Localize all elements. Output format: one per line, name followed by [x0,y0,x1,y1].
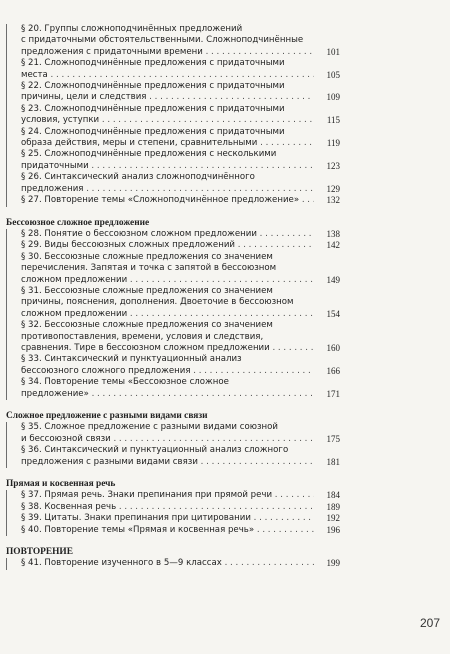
toc-entry-line: предложения . . . [21,184,314,195]
section-entries [6,490,340,536]
toc-entry-title [21,149,314,172]
toc-entry[interactable] [7,513,340,524]
toc-entry-line: бессоюзного сложного предложения . . . [21,366,314,377]
toc-entry-line: сложном предложении . . . [21,275,314,286]
section-entries [6,422,340,468]
toc-entry-line: § 26. Синтаксический анализ сложноподчинённого [21,172,255,183]
toc-entry-title [21,445,314,468]
toc-entry-line: придаточными . . . [21,161,314,172]
toc-entry[interactable] [7,286,340,320]
toc-entry-page: 192 [326,513,340,524]
toc-entry[interactable] [7,58,340,81]
toc-entry-page: 166 [326,365,340,376]
toc-entry-title [21,104,314,127]
toc-entry-line: § 23. Сложноподчинённые предложения с придаточными [21,103,285,114]
toc-entry-line: перечисления. Запятая и точка с запятой в бессоюзном [21,263,277,274]
toc-entry-page: 142 [326,240,340,251]
toc-entry-line: § 41. Повторение изученного в 5—9 классах . . . [21,558,314,569]
toc-entry-line: § 24. Сложноподчинённые предложения с придаточными [21,126,285,137]
toc-entry-line: сложном предложении . . . [21,309,314,320]
toc-entry[interactable] [7,229,340,240]
toc-entry-page: 149 [326,274,340,285]
toc-entry-title [21,513,314,524]
toc-entry-line: образа действия, меры и степени, сравнительными . . . [21,138,314,149]
toc-entry-page: 123 [326,160,340,171]
section-title: Сложное предложение с разными видами связи [6,411,208,421]
toc-entry-page: 189 [326,501,340,512]
toc-entry-line: § 36. Синтаксический и пунктуационный анализ сложного [21,445,289,456]
toc-entry[interactable] [7,422,340,445]
section-gap [4,400,340,407]
toc-entry-line: § 28. Понятие о бессоюзном сложном предложении . . . [21,229,314,240]
toc-entry[interactable] [7,240,340,251]
toc-entry-title [21,24,314,58]
toc-entry-page: 196 [326,524,340,535]
toc-entry[interactable] [7,558,340,569]
toc-entry[interactable] [7,104,340,127]
toc-entry-page: 154 [326,308,340,319]
toc-entry-page: 115 [326,115,340,126]
toc-entry-line: § 25. Сложноподчинённые предложения с несколькими [21,149,277,160]
toc-entry-title [21,286,314,320]
toc-entry-line: с придаточными обстоятельственными. Сложноподчинённые [21,35,304,46]
toc-entry-line: § 32. Бессоюзные сложные предложения со значением [21,320,273,331]
section-entries [6,229,340,400]
toc-entry-page: 138 [326,228,340,239]
toc-entry[interactable] [7,252,340,286]
section-entries [6,558,340,569]
section-title: ПОВТОРЕНИЕ [6,547,73,558]
toc-entry-line: § 21. Сложноподчинённые предложения с придаточными [21,58,285,69]
toc-entry[interactable] [7,445,340,468]
toc-entry-line: § 20. Группы сложноподчинённых предложений [21,24,243,34]
toc-entry-line: § 37. Прямая речь. Знаки препинания при прямой речи . . . [21,490,314,501]
toc-entry-title [21,81,314,104]
toc-entry-line: § 29. Виды бессоюзных сложных предложений . . . [21,240,314,251]
toc-entry-line: § 40. Повторение темы «Прямая и косвенная речь» . . . [21,525,314,536]
toc-entry-title [21,490,314,501]
section-gap [4,536,340,543]
toc-entry-line: § 35. Сложное предложение с разными видами союзной [21,422,278,433]
section-title: Прямая и косвенная речь [6,479,116,490]
section-entries [6,24,340,207]
section-gap [4,468,340,475]
toc-entry-line: причины, пояснения, дополнения. Двоеточие в бессоюзном [21,297,294,308]
toc-entry-title [21,127,314,150]
toc-entry-page: 181 [326,456,340,467]
toc-entry-line: § 22. Сложноподчинённые предложения с придаточными [21,81,285,92]
toc-entry[interactable] [7,149,340,172]
section-title: Бессоюзное сложное предложение [6,217,150,228]
toc-entry-title [21,377,314,400]
toc-entry[interactable] [7,127,340,150]
toc-entry-line: § 31. Бессоюзные сложные предложения со значением [21,285,273,296]
toc-entry-line: причины, цели и следствия . . . [21,92,314,103]
toc-entry-line: условия, уступки . . . [21,115,314,126]
toc-entry-title [21,354,314,377]
toc-entry-title [21,252,314,286]
toc-entry-line: сравнения. Тире в бессоюзном сложном предложении . . . [21,343,314,354]
table-of-contents [4,24,340,570]
toc-entry-line: предложения с придаточными времени . . . [21,47,314,58]
toc-entry-line: § 38. Косвенная речь . . . [21,502,314,513]
toc-entry[interactable] [7,525,340,536]
toc-entry-line: и бессоюзной связи . . . [21,434,314,445]
toc-entry-page: 119 [326,138,340,149]
toc-entry-title [21,229,314,240]
toc-entry-line: § 33. Синтаксический и пунктуационный анализ [21,354,242,365]
section-gap [4,207,340,214]
toc-entry-line: § 34. Повторение темы «Бессоюзное сложное [21,377,229,388]
toc-entry-title [21,525,314,536]
toc-entry-page: 160 [326,342,340,353]
toc-entry-title [21,422,314,445]
toc-entry[interactable] [7,24,340,58]
toc-entry-title [21,172,314,195]
toc-entry-page: 184 [326,490,340,501]
toc-entry[interactable] [7,195,340,206]
toc-entry-title [21,195,314,206]
toc-entry-line: предложение» . . . [21,389,314,400]
toc-entry-page: 101 [326,46,340,57]
toc-entry-title [21,240,314,251]
toc-entry-line: противопоставления, времени, условия и следствия, [21,331,264,342]
page-number: 207 [419,616,440,630]
toc-entry[interactable] [7,320,340,354]
toc-entry[interactable] [7,354,340,377]
toc-entry-line: § 27. Повторение темы «Сложноподчинённое предложение» . . . [21,195,314,206]
toc-entry-page: 105 [326,69,340,80]
toc-entry-title [21,502,314,513]
toc-entry[interactable] [7,502,340,513]
toc-entry-title [21,320,314,354]
toc-entry[interactable] [7,377,340,400]
toc-entry[interactable] [7,490,340,501]
toc-entry-line: места . . . [21,70,314,81]
toc-entry-page: 199 [326,558,340,569]
toc-entry-line: § 39. Цитаты. Знаки препинания при цитировании . . . [21,513,314,524]
toc-entry-page: 109 [326,92,340,103]
toc-entry[interactable] [7,172,340,195]
toc-entry-page: 175 [326,433,340,444]
toc-entry-line: § 30. Бессоюзные сложные предложения со значением [21,251,273,262]
toc-entry-page: 129 [326,183,340,194]
toc-entry-page: 171 [326,388,340,399]
toc-entry-line: предложения с разными видами связи . . . [21,457,314,468]
toc-entry[interactable] [7,81,340,104]
toc-entry-page: 132 [326,195,340,206]
toc-entry-title [21,558,314,569]
toc-entry-title [21,58,314,81]
